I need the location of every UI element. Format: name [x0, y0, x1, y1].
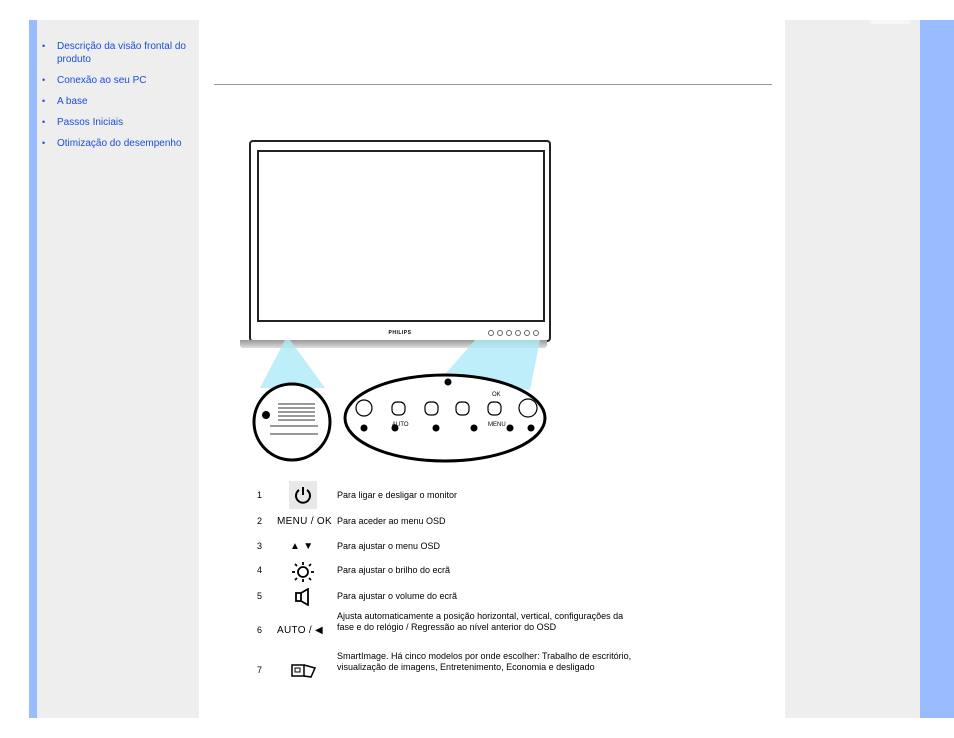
- menu-button: [488, 402, 501, 415]
- speaker-icon: [294, 588, 312, 606]
- control-description: Ajusta automaticamente a posição horizontal, vertical, configurações da fase e do relógio / Regressão ao nível anterior do OSD: [337, 611, 624, 632]
- auto-label: AUTO: [392, 422, 409, 428]
- bezel-button: [497, 330, 503, 336]
- ok-label: OK: [492, 392, 501, 398]
- bullet-icon: •: [42, 41, 46, 51]
- nav-link[interactable]: Conexão ao seu PC: [57, 75, 147, 86]
- control-number: 2: [257, 516, 263, 526]
- control-description: Para aceder ao menu OSD: [337, 516, 446, 526]
- control-description: Para ajustar o volume do ecrã: [337, 591, 458, 601]
- horizontal-divider: [214, 84, 772, 85]
- bezel-button: [506, 330, 512, 336]
- bezel-button: [524, 330, 530, 336]
- controls-zoom-diagram: [240, 340, 570, 470]
- nav-link[interactable]: Descrição da visão frontal do produto: [57, 41, 186, 65]
- speaker-zoom-circle: [254, 384, 330, 460]
- control-number: 6: [257, 625, 263, 635]
- auto-back-icon: AUTO / ◀: [277, 625, 324, 636]
- control-number: 3: [257, 541, 263, 551]
- bullet-icon: •: [42, 75, 46, 85]
- bezel-button: [515, 330, 521, 336]
- up-down-arrows-icon: ▲ ▼: [290, 541, 314, 552]
- bezel-button: [488, 330, 494, 336]
- nav-link[interactable]: Otimização do desempenho: [57, 138, 182, 149]
- right-accent-stripe: [920, 20, 954, 718]
- power-button: [519, 399, 537, 417]
- menu-ok-icon: MENU / OK: [277, 516, 332, 527]
- control-description: Para ajustar o menu OSD: [337, 541, 441, 551]
- nav-item-front-view[interactable]: [37, 40, 199, 66]
- brightness-button: [456, 402, 469, 415]
- nav-item-performance[interactable]: [37, 137, 199, 150]
- sidebar-nav: [37, 20, 199, 150]
- auto-button: [392, 402, 405, 415]
- control-number: 5: [257, 591, 263, 601]
- monitor-screen: [257, 150, 545, 322]
- control-number: 7: [257, 665, 263, 675]
- nav-link[interactable]: Passos Iniciais: [57, 117, 124, 128]
- bullet-icon: •: [42, 96, 46, 106]
- control-description: Para ajustar o brilho do ecrã: [337, 565, 451, 575]
- bullet-icon: •: [42, 138, 46, 148]
- right-panel-tab: [870, 20, 910, 24]
- nav-link[interactable]: A base: [57, 96, 88, 107]
- control-number: 1: [257, 490, 263, 500]
- brightness-icon: [292, 562, 314, 582]
- menu-label: MENU: [488, 422, 506, 428]
- control-description: SmartImage. Há cinco modelos por onde escolher: Trabalho de escritório, visualização de imagens, Entretenimento, Economia e desligado: [337, 651, 632, 672]
- monitor-illustration: [249, 140, 551, 342]
- bezel-buttons: [488, 330, 539, 336]
- bezel-button: [533, 330, 539, 336]
- power-icon: [289, 481, 317, 509]
- nav-item-pc-connection[interactable]: [37, 74, 199, 87]
- nav-item-first-steps[interactable]: [37, 116, 199, 129]
- speaker-zoom-beam: [260, 340, 325, 388]
- smartimage-icon: [291, 663, 317, 679]
- callout-8: [262, 411, 270, 419]
- buttons-zoom-ellipse: [345, 375, 545, 461]
- brand-logo: PHILIPS: [388, 330, 412, 336]
- smartimage-button: [356, 400, 372, 416]
- nav-item-base[interactable]: [37, 95, 199, 108]
- right-panel: [785, 20, 920, 718]
- control-description: Para ligar e desligar o monitor: [337, 490, 458, 500]
- control-number: 4: [257, 565, 263, 575]
- volume-button: [425, 402, 438, 415]
- bullet-icon: •: [42, 117, 46, 127]
